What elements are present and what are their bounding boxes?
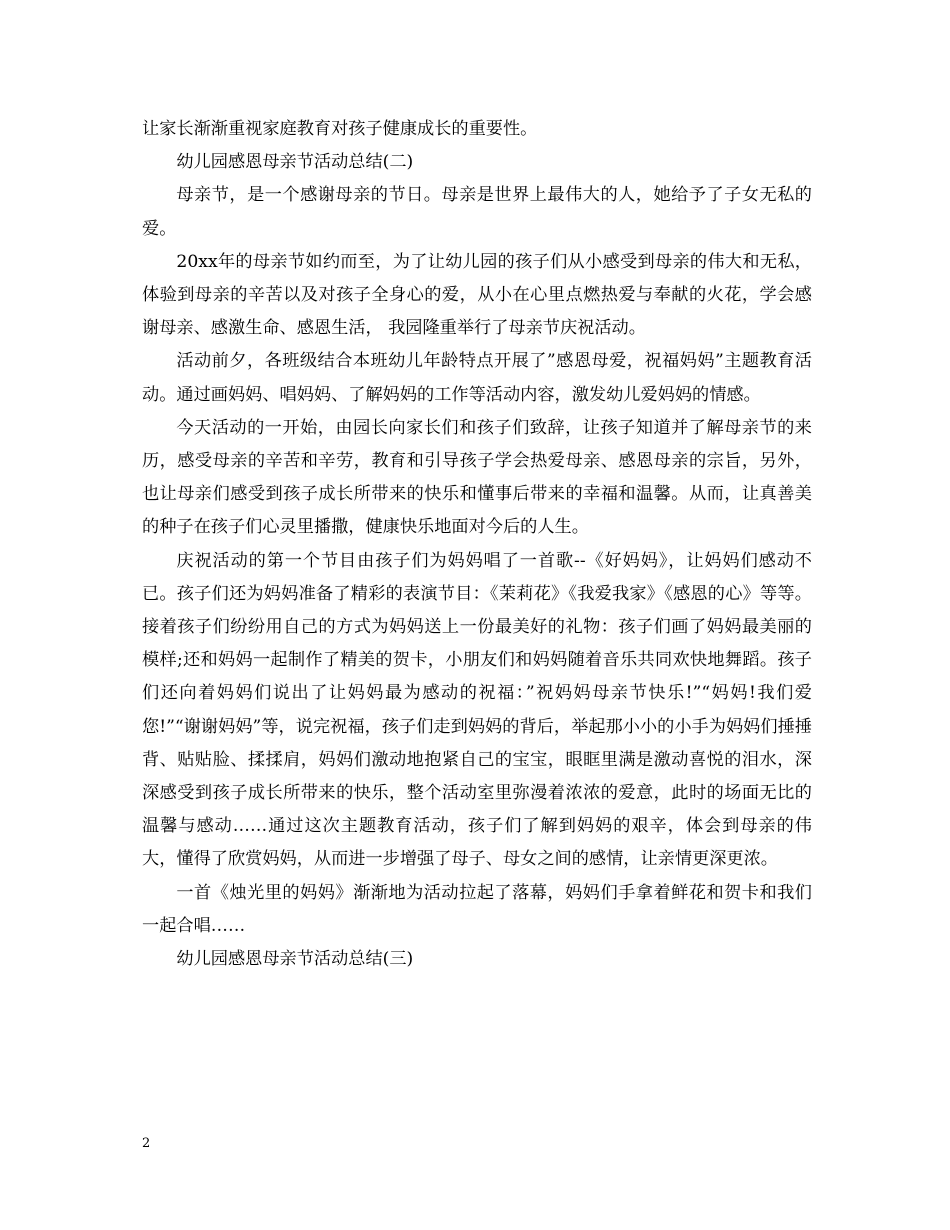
section-heading-3: 幼儿园感恩母亲节活动总结(三)	[176, 949, 414, 970]
paragraph: 庆祝活动的第一个节目由孩子们为妈妈唱了一首歌--《好妈妈》，让妈妈们感动不已。孩子们还为妈妈准备了精彩的表演节目：《茉莉花》《我爱我家》《感恩的心》等等。接着孩子们纷纷用自己的方式为妈妈送上一份最美好的礼物：孩子们画了妈妈最美丽的模样;还和妈妈一起制作了精美的贺卡，小朋友们和妈妈随着音乐共同欢快地舞蹈。孩子们还向着妈妈们说出了让妈妈最为感动的祝福：”祝妈妈母亲节快乐!”“妈妈!我们爱您!”“谢谢妈妈”等，说完祝福，孩子们走到妈妈的背后，举起那小小的小手为妈妈们捶捶背、贴贴脸、揉揉肩，妈妈们激动地抱紧自己的宝宝，眼眶里满是激动喜悦的泪水，深深感受到孩子成长所带来的快乐，整个活动室里弥漫着浓浓的爱意，此时的场面无比的温馨与感动……通过这次主题教育活动，孩子们了解到妈妈的艰辛，体会到母亲的伟大，懂得了欣赏妈妈，从而进一步增强了母子、母女之间的感情，让亲情更深更浓。	[142, 550, 812, 870]
paragraph: 20xx年的母亲节如约而至，为了让幼儿园的孩子们从小感受到母亲的伟大和无私，体验到母亲的辛苦以及对孩子全身心的爱，从小在心里点燃热爱与奉献的火花，学会感谢母亲、感激生命、感恩生活， 我园隆重举行了母亲节庆祝活动。	[142, 251, 812, 339]
section-heading-2: 幼儿园感恩母亲节活动总结(二)	[176, 152, 414, 173]
paragraph: 今天活动的一开始，由园长向家长们和孩子们致辞，让孩子知道并了解母亲节的来历，感受母亲的辛苦和辛劳，教育和引导孩子学会热爱母亲、感恩母亲的宗旨，另外，也让母亲们感受到孩子成长所带来的快乐和懂事后带来的幸福和温馨。从而，让真善美的种子在孩子们心灵里播撒，健康快乐地面对今后的人生。	[142, 417, 812, 538]
paragraph: 活动前夕，各班级结合本班幼儿年龄特点开展了”感恩母爱，祝福妈妈”主题教育活动。通过画妈妈、唱妈妈、了解妈妈的工作等活动内容，激发幼儿爱妈妈的情感。	[142, 351, 812, 405]
paragraph: 一首《烛光里的妈妈》渐渐地为活动拉起了落幕，妈妈们手拿着鲜花和贺卡和我们一起合唱……	[142, 882, 812, 936]
paragraph-continuation: 让家长渐渐重视家庭教育对孩子健康成长的重要性。	[142, 119, 538, 139]
document-body	[142, 113, 812, 976]
paragraph: 母亲节，是一个感谢母亲的节日。母亲是世界上最伟大的人，她给予了子女无私的爱。	[142, 185, 812, 239]
page-number: 2	[142, 1136, 151, 1151]
